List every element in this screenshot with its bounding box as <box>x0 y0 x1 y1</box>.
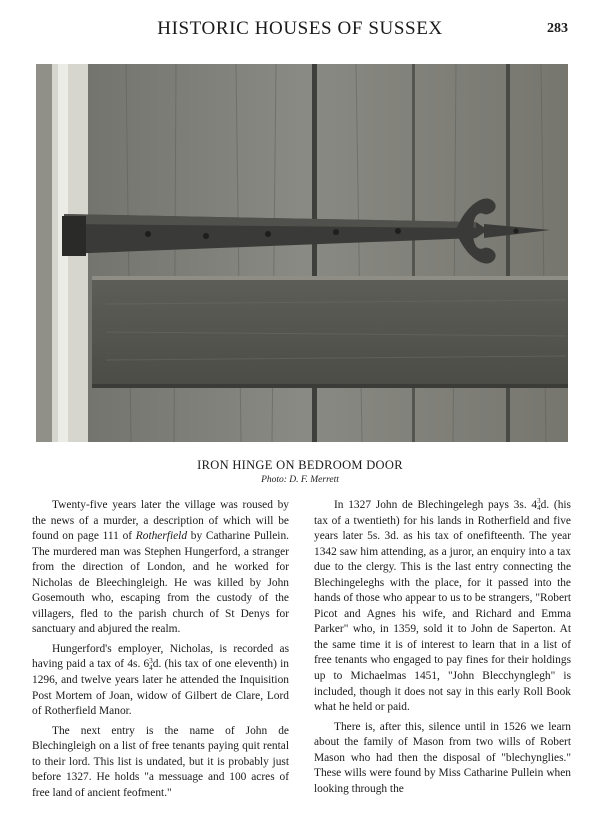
caption-title: IRON HINGE ON BEDROOM DOOR <box>197 458 403 472</box>
figure-caption <box>0 458 600 485</box>
text-run: Twenty-five years later the village was roused by the news of a murder, a description of which will be found on page 111 of <box>32 499 289 543</box>
text-run: d. (his tax of one eleventh) in 1296, and twelve years later he attended the Inquisition Post Mortem of Joan, widow of Gilbert de Clare, Lord of Rotherfield Manor. <box>32 658 289 718</box>
text-column-left <box>32 498 289 801</box>
paragraph <box>32 498 289 638</box>
text-run: d. (his tax of a twentieth) for his lands in Rotherfield and five years later 5s. 3d. as his tax of onefifteenth. The year 1342 saw him attending, as a juror, an enquiry into a tax due to the clergy. This is the last entry connecting the Blechingeleghs with the place, for it passed into the hands of those who appear to us to be strangers, "Robert Picot and Agnes his wife, and Richard and Emma Parker" who, in 1359, sold it to John de Saperton. At the same time it is of interest to learn that in a list of free tenants who engaged to pay fines for their holdings up to Michaelmas 1451, "John Blecchynglegh" is included, though it does not say in this early Roll Book what he held or paid. <box>314 499 571 714</box>
hinge-photograph <box>36 64 568 442</box>
text-column-right <box>314 498 571 797</box>
fraction-numerator: 3 <box>149 656 153 665</box>
fraction-numerator: 3 <box>537 497 541 506</box>
page-header <box>0 14 600 42</box>
book-title: Rotherfield <box>135 530 188 543</box>
text-run: by Catharine Pullein. The murdered man was Stephen Hungerford, a stranger from the direction of London, and he worked for Nicholas de Bleechingleigh. He was killed by John Gosemouth who, escaping from the custody of the villagers, fled to the parish church of St Denys for sanctuary and abjured the realm. <box>32 530 289 636</box>
text-run: Hungerford's employer, Nicholas, is recorded as having paid a tax of 4s. 6 <box>32 642 289 671</box>
paragraph <box>32 642 289 720</box>
running-title: HISTORIC HOUSES OF SUSSEX <box>157 18 443 39</box>
fraction-denominator: 4 <box>537 504 541 513</box>
text-run: In 1327 John de Blechingelegh pays 3s. 4 <box>334 499 538 511</box>
paragraph <box>314 498 571 716</box>
paragraph: There is, after this, silence until in 1526 we learn about the family of Mason from two wills of Robert Mason who had then the disposal of "blechynglies." These wills were found by Miss Catharine Pullein when looking through the <box>314 720 571 795</box>
paragraph: The next entry is the name of John de Blechingleigh on a list of free tenants paying quit rental to their lord. This list is undated, but it is probably just before 1327. He holds "a messuage and 100 acres of free land of ancient feofment." <box>32 724 289 799</box>
page-number: 283 <box>547 21 568 36</box>
photo-credit: Photo: D. F. Merrett <box>261 475 339 485</box>
fraction-denominator: 4 <box>149 663 153 672</box>
